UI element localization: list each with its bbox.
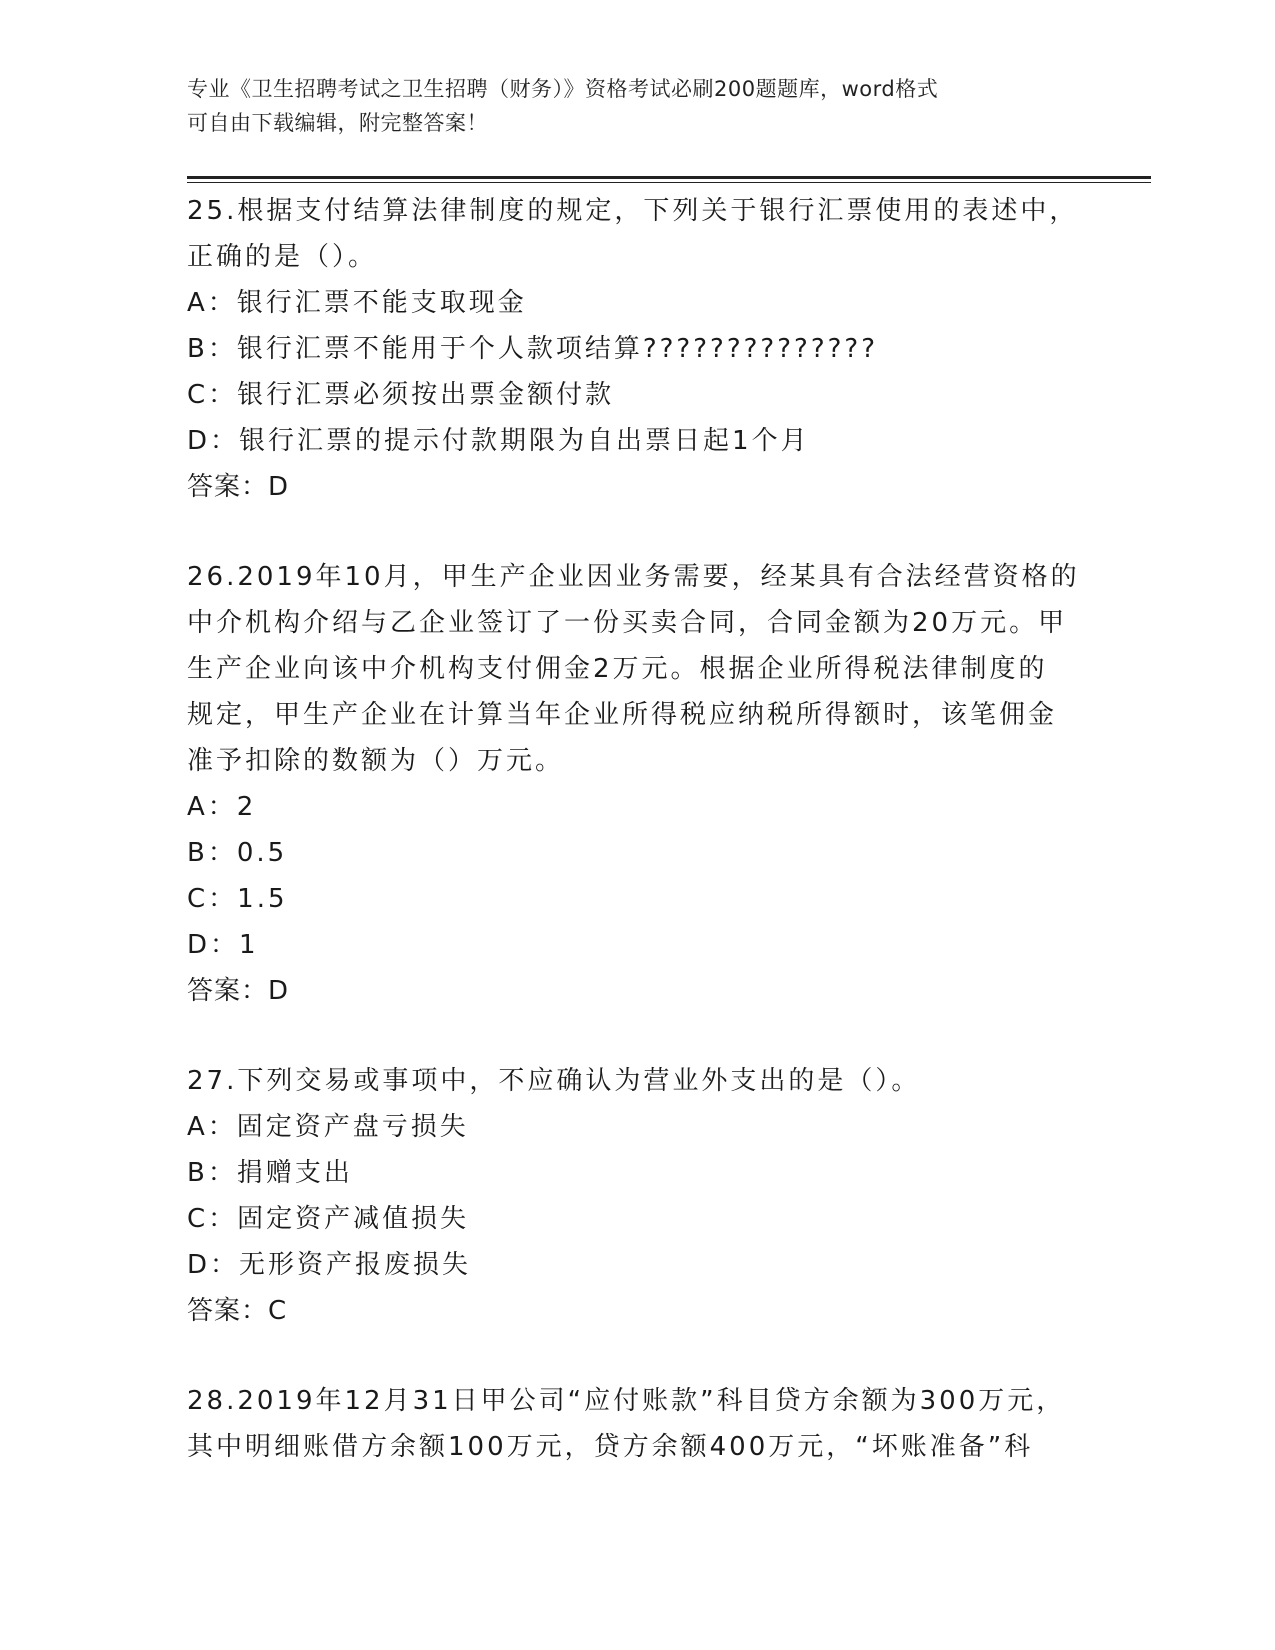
question-27 (187, 1058, 1087, 1334)
option-c: C：银行汇票必须按出票金额付款 (187, 380, 615, 410)
answer: 答案：D (187, 976, 290, 1006)
option-a: A：固定资产盘亏损失 (187, 1112, 469, 1142)
option-d: D：无形资产报废损失 (187, 1250, 472, 1280)
option-d: D：1 (187, 930, 259, 960)
question-28 (187, 1378, 1087, 1470)
answer: 答案：C (187, 1296, 288, 1326)
question-text-line: 27.下列交易或事项中，不应确认为营业外支出的是（）。 (187, 1066, 921, 1096)
question-25 (187, 188, 1087, 510)
question-list (187, 188, 1087, 1470)
question-text-line: 中介机构介绍与乙企业签订了一份买卖合同，合同金额为20万元。甲 (187, 608, 1068, 638)
document-header (187, 72, 1087, 140)
question-text-line: 规定，甲生产企业在计算当年企业所得税应纳税所得额时，该笔佣金 (187, 700, 1058, 730)
header-divider-thin (187, 182, 1151, 183)
option-c: C：1.5 (187, 884, 288, 914)
question-26 (187, 554, 1087, 1014)
question-text-line: 其中明细账借方余额100万元，贷方余额400万元，“坏账准备”科 (187, 1432, 1034, 1462)
question-text-line: 正确的是（）。 (187, 242, 378, 272)
option-b: B：捐赠支出 (187, 1158, 353, 1188)
question-text-line: 26.2019年10月，甲生产企业因业务需要，经某具有合法经营资格的 (187, 562, 1080, 592)
option-a: A：2 (187, 792, 257, 822)
option-c: C：固定资产减值损失 (187, 1204, 470, 1234)
question-text-line: 25.根据支付结算法律制度的规定，下列关于银行汇票使用的表述中， (187, 196, 1079, 226)
question-text-line: 28.2019年12月31日甲公司“应付账款”科目贷方余额为300万元， (187, 1386, 1066, 1416)
header-line-1: 专业《卫生招聘考试之卫生招聘（财务）》资格考试必刷200题题库，word格式 (187, 77, 939, 101)
question-text-line: 生产企业向该中介机构支付佣金2万元。根据企业所得税法律制度的 (187, 654, 1048, 684)
option-b: B：银行汇票不能用于个人款项结算?????????????? (187, 334, 879, 364)
question-text-line: 准予扣除的数额为（）万元。 (187, 746, 565, 776)
header-line-2: 可自由下载编辑，附完整答案！ (187, 111, 488, 135)
header-divider (187, 176, 1151, 179)
option-b: B：0.5 (187, 838, 288, 868)
option-d: D：银行汇票的提示付款期限为自出票日起1个月 (187, 426, 810, 456)
answer: 答案：D (187, 472, 290, 502)
option-a: A：银行汇票不能支取现金 (187, 288, 527, 318)
